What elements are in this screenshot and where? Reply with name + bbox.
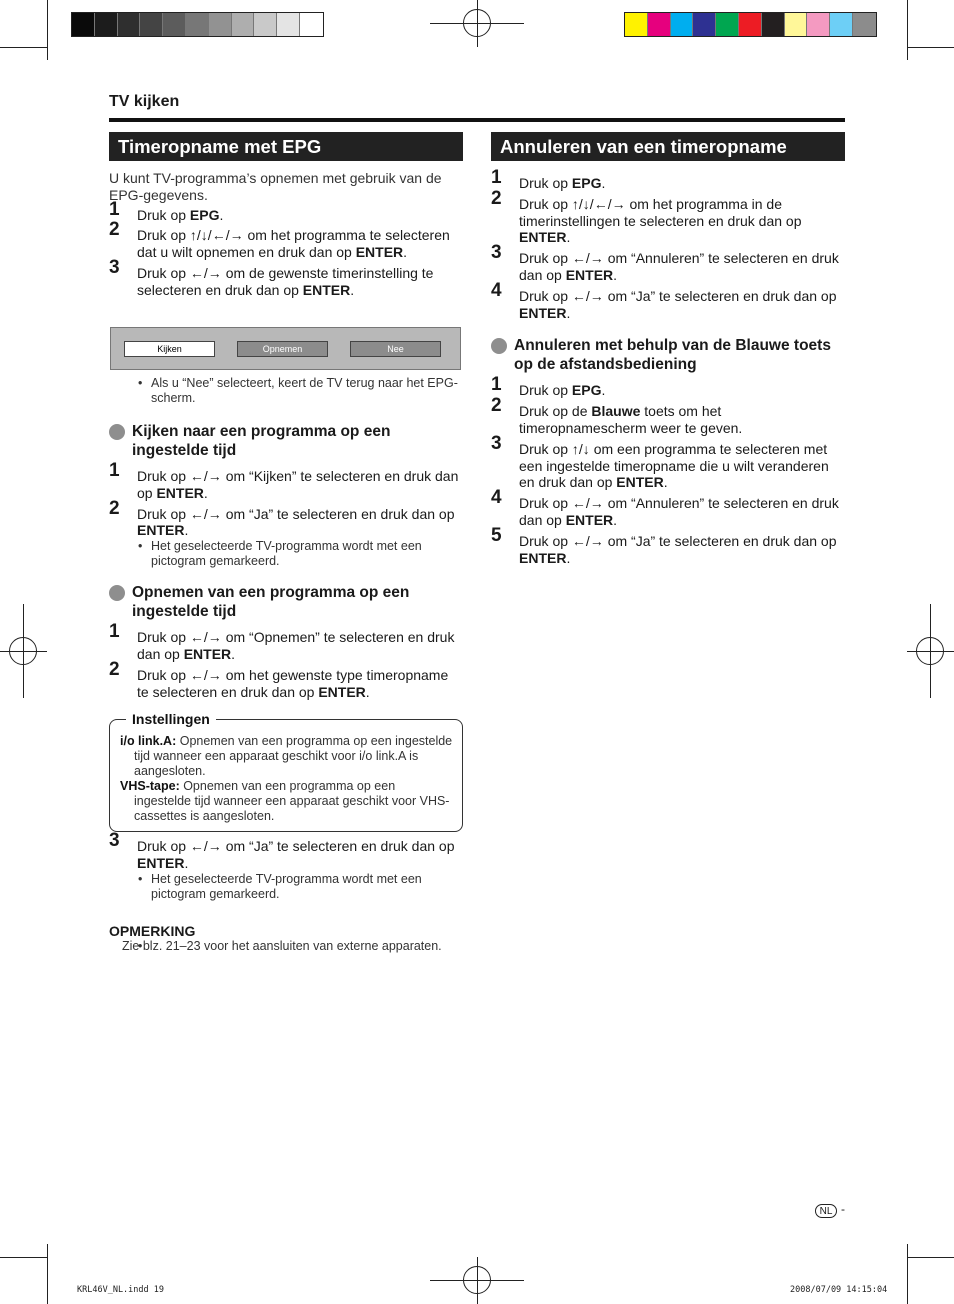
step-item: 1 Druk op EPG. xyxy=(491,374,606,399)
kijken-button[interactable]: Kijken xyxy=(124,341,215,357)
color-swatch xyxy=(648,13,671,36)
color-swatch xyxy=(625,13,648,36)
grayscale-calibration-bar xyxy=(71,12,324,37)
setting-item: i/o link.A: Opnemen van een programma op een ingestelde tijd wanneer een apparaat geschikt voor i/o link.A is aangesloten. xyxy=(120,734,453,778)
color-swatch xyxy=(785,13,808,36)
step-item: 2 Druk op de Blauwe toets om het timeropnamescherm weer te geven. xyxy=(491,395,743,436)
color-swatch xyxy=(739,13,762,36)
step-item: 5 Druk op ←/→ om “Ja” te selecteren en druk dan op ENTER. xyxy=(491,524,837,566)
nee-button[interactable]: Nee xyxy=(350,341,441,357)
crop-mark xyxy=(907,1244,908,1304)
color-swatch xyxy=(807,13,830,36)
crop-mark xyxy=(0,47,47,48)
subsection-heading: Opnemen van een programma op een ingestelde tijd xyxy=(109,584,463,621)
file-name: KRL46V_NL.indd 19 xyxy=(77,1285,164,1295)
bullet-dot-icon xyxy=(109,585,125,601)
note-bullet: • Het geselecteerde TV-programma wordt met een pictogram gemarkeerd. xyxy=(109,872,463,902)
subsection-heading: Kijken naar een programma op een ingestelde tijd xyxy=(109,423,463,460)
note-title: OPMERKING xyxy=(109,922,196,939)
color-swatch xyxy=(186,13,209,36)
step-item: 4 Druk op ←/→ om “Annuleren” te selecteren en druk dan op ENTER. xyxy=(491,487,839,528)
crop-mark xyxy=(907,1257,954,1258)
color-swatch xyxy=(254,13,277,36)
color-swatch xyxy=(232,13,255,36)
color-swatch xyxy=(830,13,853,36)
color-swatch xyxy=(118,13,141,36)
setting-item: VHS-tape: Opnemen van een programma op een ingestelde tijd wanneer een apparaat geschikt voor VHS-cassettes is aangesloten. xyxy=(120,779,450,823)
step-item: 1 Druk op ←/→ om “Opnemen” te selecteren en druk dan op ENTER. xyxy=(109,621,455,662)
left-column xyxy=(109,170,463,299)
right-column xyxy=(491,167,845,566)
opnemen-button[interactable]: Opnemen xyxy=(237,341,328,357)
step-item: 2 Druk op ↑/↓/←/→ om het programma in de timerinstellingen te selecteren en druk dan op ENTER. xyxy=(491,187,802,246)
color-swatch xyxy=(716,13,739,36)
timestamp: 2008/07/09 14:15:04 xyxy=(790,1285,888,1295)
step-item: 3 Druk op ←/→ om de gewenste timerinstelling te selecteren en druk dan op ENTER. xyxy=(109,256,434,298)
step-item: 1 Druk op ←/→ om “Kijken” te selecteren en druk dan op ENTER. xyxy=(109,460,459,501)
page-dash: - xyxy=(841,1202,845,1216)
timer-confirm-screen xyxy=(110,327,461,370)
color-swatch xyxy=(72,13,95,36)
step-item: 2 Druk op ↑/↓/←/→ om het programma te selecteren dat u wilt opnemen en druk dan op ENTER. xyxy=(109,219,450,261)
subsection-heading: Annuleren met behulp van de Blauwe toets op de afstandsbediening xyxy=(491,337,845,374)
color-swatch xyxy=(762,13,785,36)
settings-box xyxy=(109,711,463,832)
note-bullet: • Zie blz. 21–23 voor het aansluiten van externe apparaten. xyxy=(109,939,463,954)
color-swatch xyxy=(671,13,694,36)
step-item: 4 Druk op ←/→ om “Ja” te selecteren en druk dan op ENTER. xyxy=(491,279,837,321)
color-swatch xyxy=(300,13,323,36)
color-calibration-bar xyxy=(624,12,877,37)
registration-mark-icon xyxy=(916,637,944,665)
color-swatch xyxy=(163,13,186,36)
bullet-dot-icon xyxy=(491,338,507,354)
color-swatch xyxy=(277,13,300,36)
right-section-title: Annuleren van een timeropname xyxy=(491,132,845,161)
left-section-title: Timeropname met EPG xyxy=(109,132,463,161)
intro-text: U kunt TV-programma’s opnemen met gebruik van de EPG-gegevens. xyxy=(109,170,442,203)
registration-mark-icon xyxy=(9,637,37,665)
crop-mark xyxy=(47,0,48,60)
header-rule xyxy=(109,118,845,122)
color-swatch xyxy=(140,13,163,36)
language-badge: NL xyxy=(815,1204,837,1218)
left-column-bottom xyxy=(109,830,463,954)
step-item: 3 Druk op ←/→ om “Ja” te selecteren en druk dan op ENTER. xyxy=(109,830,455,871)
color-swatch xyxy=(853,13,876,36)
step-item: 3 Druk op ←/→ om “Annuleren” te selecteren en druk dan op ENTER. xyxy=(491,242,839,283)
registration-mark-icon xyxy=(463,9,491,37)
color-swatch xyxy=(693,13,716,36)
note-bullet: • Als u “Nee” selecteert, keert de TV terug naar het EPG-scherm. xyxy=(109,376,463,406)
step-item: 3 Druk op ↑/↓ om een programma te selecteren met een ingestelde timeropname die u wilt veranderen en druk dan op ENTER. xyxy=(491,432,829,491)
step-item: 1 Druk op EPG. xyxy=(491,167,606,191)
crop-mark xyxy=(0,1257,47,1258)
bullet-dot-icon xyxy=(109,424,125,440)
step-item: 2 Druk op ←/→ om “Ja” te selecteren en druk dan op ENTER. xyxy=(109,497,455,539)
step-item: 2 Druk op ←/→ om het gewenste type timeropname te selecteren en druk dan op ENTER. xyxy=(109,658,449,700)
settings-label: Instellingen xyxy=(126,712,216,727)
registration-mark-icon xyxy=(463,1266,491,1294)
section-heading: TV kijken xyxy=(109,93,180,110)
left-column-lower xyxy=(109,376,463,700)
color-swatch xyxy=(209,13,232,36)
step-item: 1 Druk op EPG. xyxy=(109,198,224,223)
crop-mark xyxy=(47,1244,48,1304)
note-bullet: • Het geselecteerde TV-programma wordt met een pictogram gemarkeerd. xyxy=(109,539,463,569)
crop-mark xyxy=(907,0,908,60)
color-swatch xyxy=(95,13,118,36)
crop-mark xyxy=(907,47,954,48)
